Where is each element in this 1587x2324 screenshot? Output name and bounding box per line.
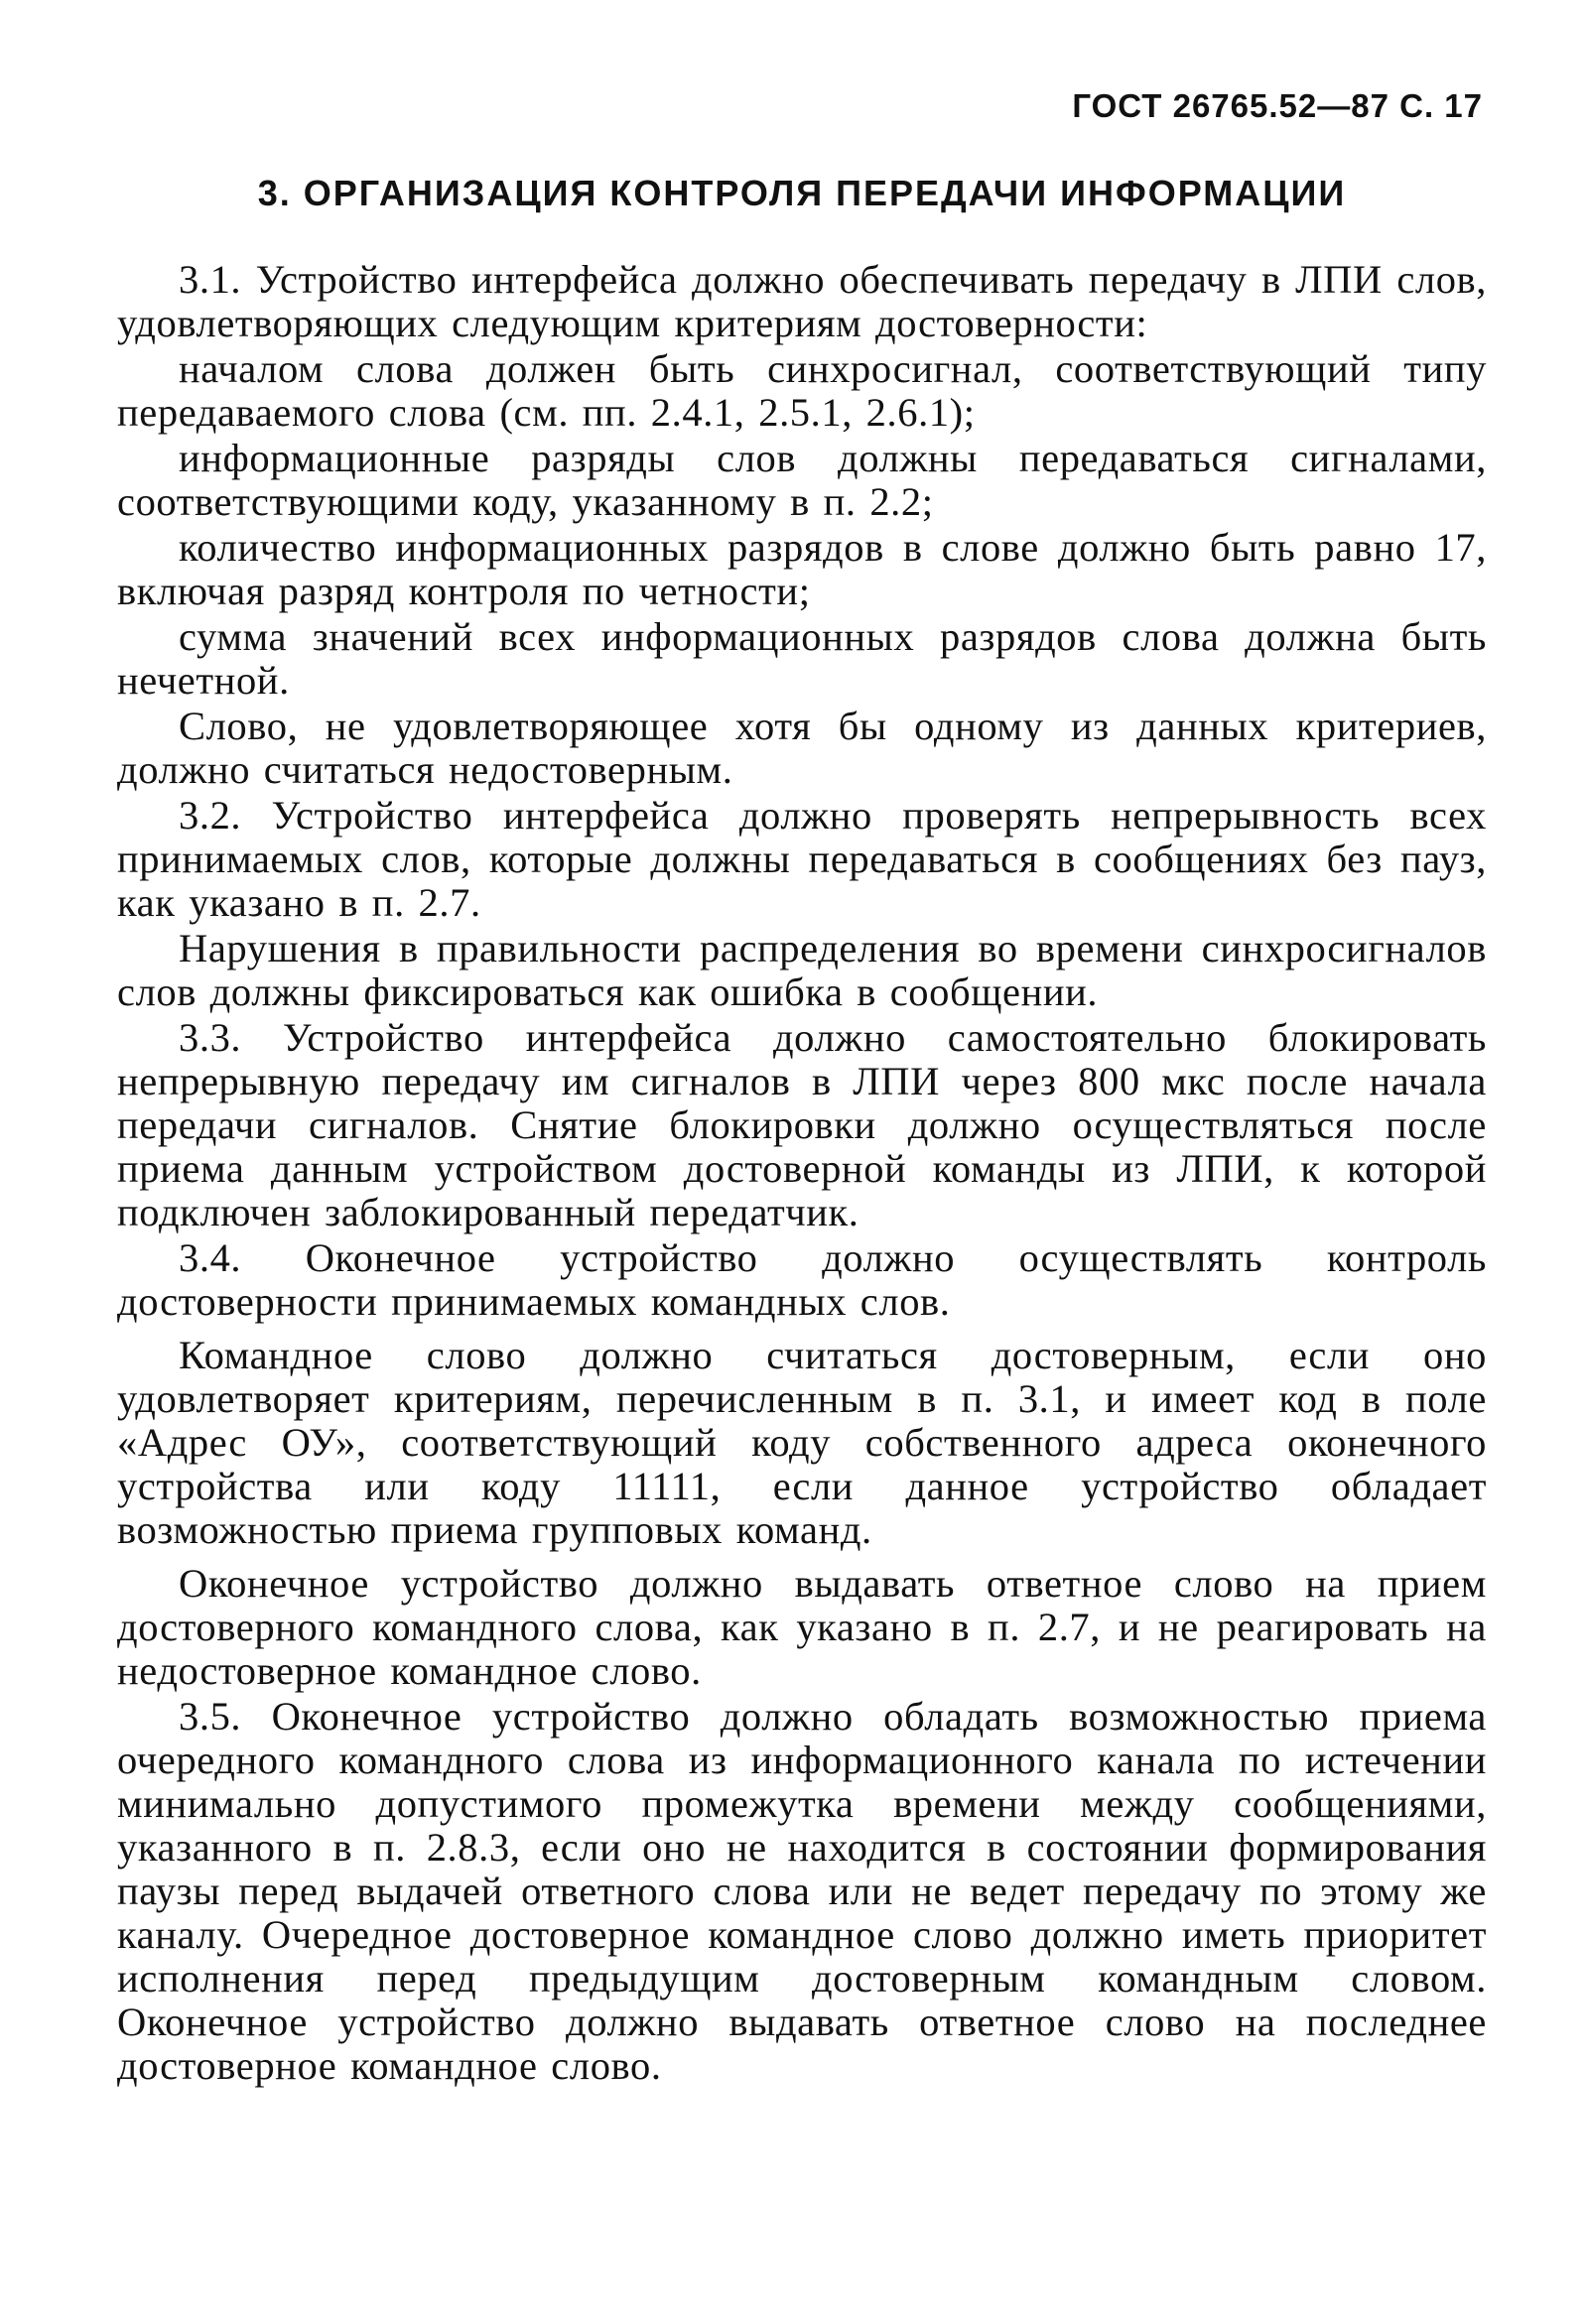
section-title: 3. ОРГАНИЗАЦИЯ КОНТРОЛЯ ПЕРЕДАЧИ ИНФОРМАЦИИ — [257, 173, 1347, 213]
criterion-code: информационные разряды слов должны передаваться сигналами, соответствующими коду, указанному в п. 2.2; — [117, 436, 1487, 524]
paragraph-3-1: 3.1. Устройство интерфейса должно обеспечивать передачу в ЛПИ слов, удовлетворяющих следующим критериям достоверности: — [117, 257, 1487, 345]
paragraph-command-word-valid: Командное слово должно считаться достоверным, если оно удовлетворяет критериям, перечисленным в п. 3.1, и имеет код в поле «Адрес ОУ», соответствующий коду собственного адреса оконечного устройства или коду 11111, если данное устройство обладает возможностью приема групповых команд. — [117, 1333, 1487, 1552]
paragraph-3-4: 3.4. Оконечное устройство должно осуществлять контроль достоверности принимаемых командных слов. — [117, 1235, 1487, 1324]
running-header: ГОСТ 26765.52—87 С. 17 — [1072, 87, 1483, 124]
paragraph-sync-errors: Нарушения в правильности распределения во времени синхросигналов слов должны фиксироваться как ошибка в сообщении. — [117, 926, 1487, 1014]
criterion-count: количество информационных разрядов в слове должно быть равно 17, включая разряд контроля по четности; — [117, 525, 1487, 613]
paragraph-3-3: 3.3. Устройство интерфейса должно самостоятельно блокировать непрерывную передачу им сигналов в ЛПИ через 800 мкс после начала передачи сигналов. Снятие блокировки должно осуществляться после приема данным устройством достоверной команды из ЛПИ, к которой подключен заблокированный передатчик. — [117, 1015, 1487, 1234]
document-page — [117, 87, 1487, 2088]
paragraph-invalid-word: Слово, не удовлетворяющее хотя бы одному из данных критериев, должно считаться недостоверным. — [117, 704, 1487, 792]
criterion-parity: сумма значений всех информационных разрядов слова должна быть нечетной. — [117, 614, 1487, 703]
paragraph-3-5: 3.5. Оконечное устройство должно обладать возможностью приема очередного командного слова из информационного канала по истечении минимально допустимого промежутка времени между сообщениями, указанного в п. 2.8.3, если оно не находится в состоянии формирования паузы перед выдачей ответного слова или не ведет передачу по этому же каналу. Очередное достоверное командное слово должно иметь приоритет исполнения перед предыдущим достоверным командным словом. Оконечное устройство должно выдавать ответное слово на последнее достоверное командное слово. — [117, 1694, 1487, 2088]
paragraph-3-2: 3.2. Устройство интерфейса должно проверять непрерывность всех принимаемых слов, которые должны передаваться в сообщениях без пауз, как указано в п. 2.7. — [117, 793, 1487, 925]
criterion-sync: началом слова должен быть синхросигнал, соответствующий типу передаваемого слова (см. пп. 2.4.1, 2.5.1, 2.6.1); — [117, 346, 1487, 435]
paragraph-response-word: Оконечное устройство должно выдавать ответное слово на прием достоверного командного слова, как указано в п. 2.7, и не реагировать на недостоверное командное слово. — [117, 1561, 1487, 1693]
